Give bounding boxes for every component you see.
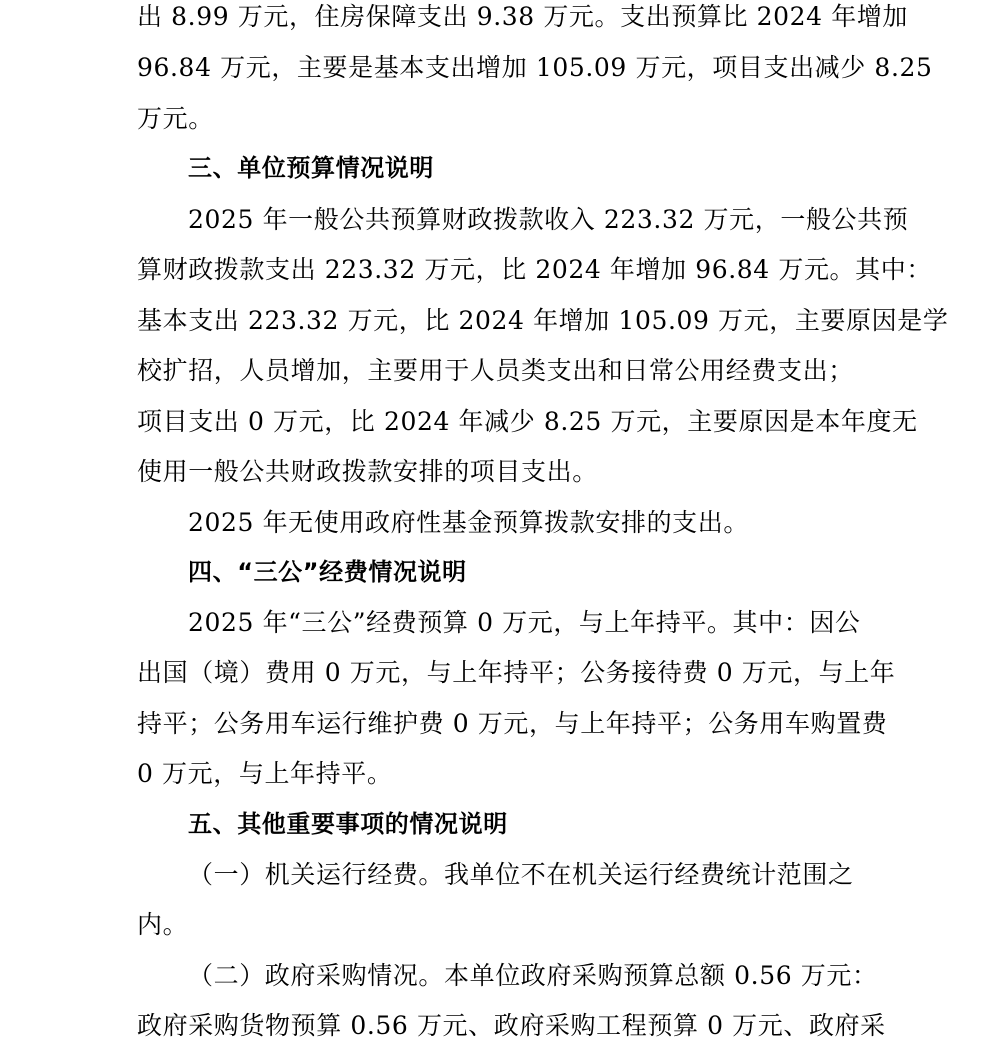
body-line-7: 基本支出 223.32 万元，比 2024 年增加 105.09 万元，主要原因是学 <box>137 306 949 335</box>
body-line-14: 出国（境）费用 0 万元，与上年持平；公务接待费 0 万元，与上年 <box>137 658 896 687</box>
section-heading-5: 五、其他重要事项的情况说明 <box>188 810 508 838</box>
body-line-1: 出 8.99 万元，住房保障支出 9.38 万元。支出预算比 2024 年增加 <box>137 2 909 31</box>
body-line-16: 0 万元，与上年持平。 <box>137 759 393 788</box>
body-line-2: 96.84 万元，主要是基本支出增加 105.09 万元，项目支出减少 8.25 <box>137 53 933 82</box>
body-line-9: 项目支出 0 万元，比 2024 年减少 8.25 万元，主要原因是本年度无 <box>137 407 918 436</box>
body-line-3: 万元。 <box>137 104 214 133</box>
body-line-13: 2025 年“三公”经费预算 0 万元，与上年持平。其中：因公 <box>188 608 861 637</box>
body-line-15: 持平；公务用车运行维护费 0 万元，与上年持平；公务用车购置费 <box>137 709 888 738</box>
body-line-20: （二）政府采购情况。本单位政府采购预算总额 0.56 万元： <box>188 961 878 990</box>
body-line-6: 算财政拨款支出 223.32 万元，比 2024 年增加 96.84 万元。其中： <box>137 255 932 284</box>
body-line-8: 校扩招，人员增加，主要用于人员类支出和日常公用经费支出； <box>137 356 854 385</box>
body-line-5: 2025 年一般公共预算财政拨款收入 223.32 万元，一般公共预 <box>188 205 909 234</box>
body-line-19: 内。 <box>137 910 189 939</box>
body-line-18: （一）机关运行经费。我单位不在机关运行经费统计范围之 <box>188 860 854 889</box>
section-heading-4: 四、“三公”经费情况说明 <box>188 558 467 586</box>
body-line-10: 使用一般公共财政拨款安排的项目支出。 <box>137 457 598 486</box>
body-line-11: 2025 年无使用政府性基金预算拨款安排的支出。 <box>188 508 749 537</box>
body-line-21: 政府采购货物预算 0.56 万元、政府采购工程预算 0 万元、政府采 <box>137 1011 886 1040</box>
section-heading-3: 三、单位预算情况说明 <box>188 154 434 182</box>
